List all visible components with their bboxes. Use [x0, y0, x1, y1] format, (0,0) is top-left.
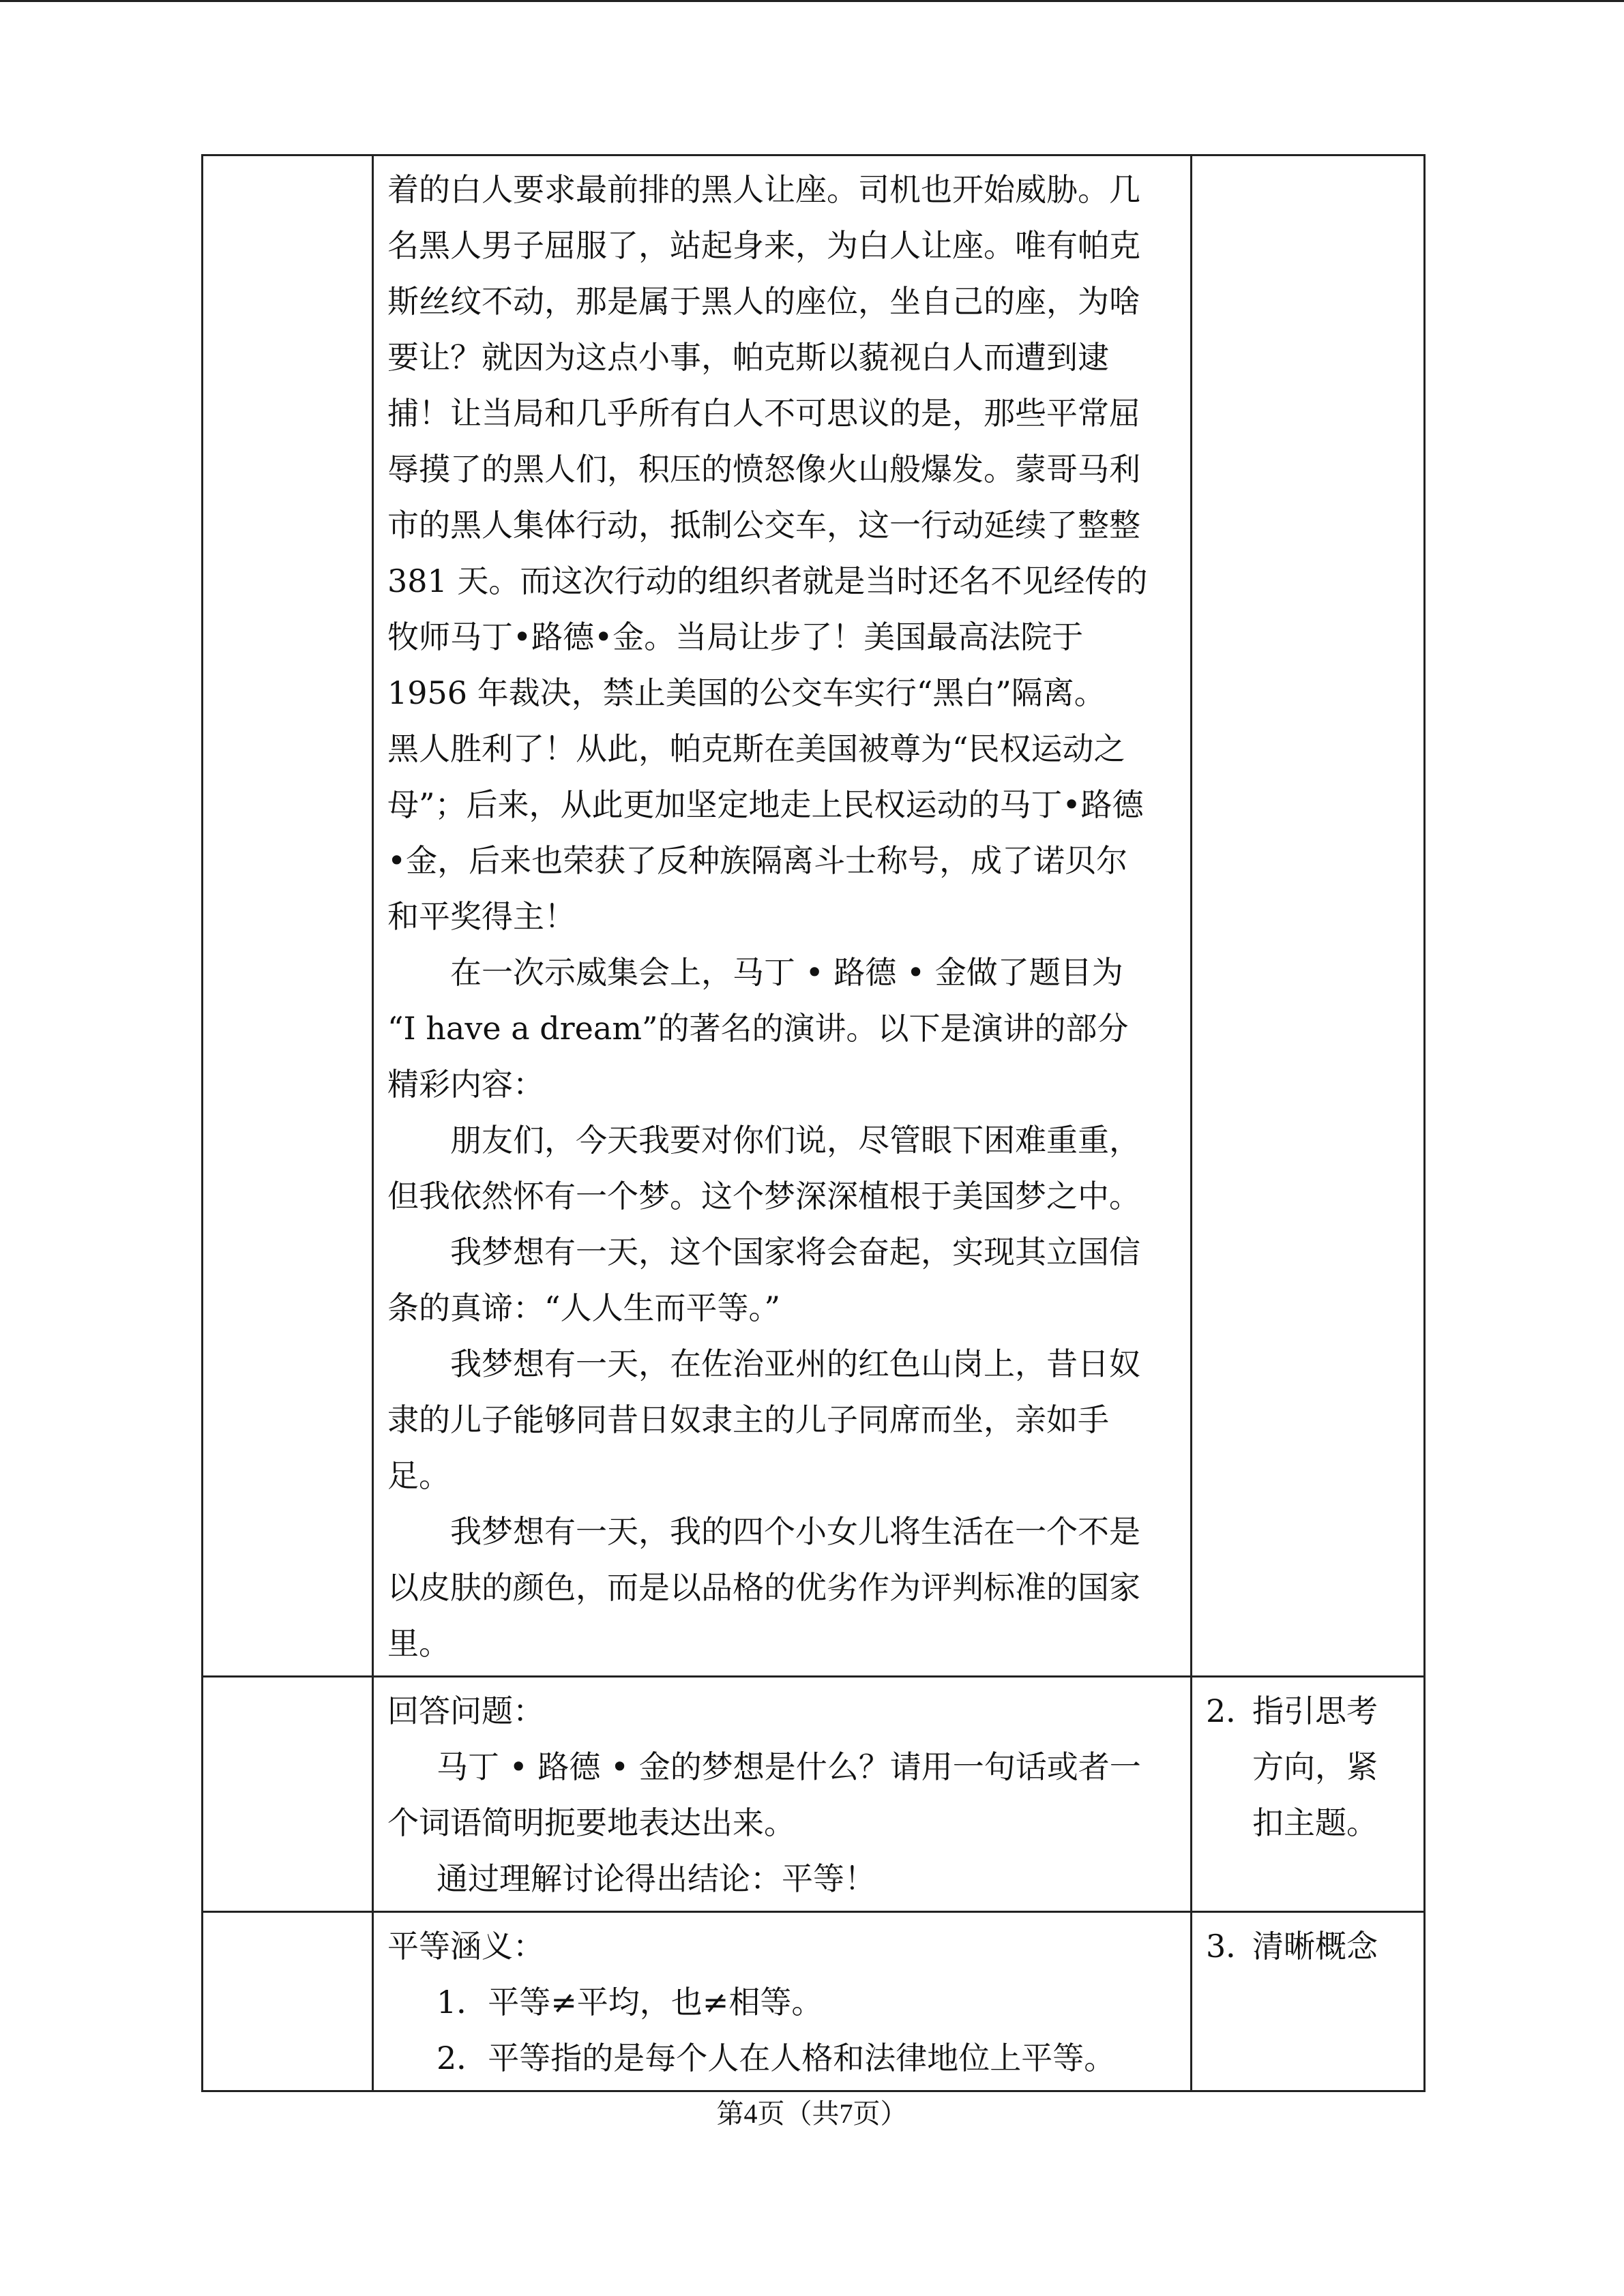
note-line: 清晰概念	[1252, 1928, 1378, 1965]
design-intent-cell	[1192, 1912, 1425, 2091]
note-number: 3．	[1206, 1928, 1258, 1965]
story-line: 和平奖得主！	[387, 898, 576, 935]
story-line: 斯丝纹不动，那是属于黑人的座位，坐自己的座，为啥	[387, 283, 1140, 320]
story-line: 黑人胜利了！从此，帕克斯在美国被尊为“民权运动之	[387, 730, 1125, 767]
concept-item: 1．平等≠平均，也≠相等。	[437, 1984, 823, 2021]
question-line: 个词语简明扼要地表达出来。	[387, 1804, 795, 1841]
speech-line: 里。	[387, 1625, 450, 1662]
question-line: 马丁 • 路德 • 金的梦想是什么？请用一句话或者一	[437, 1748, 1141, 1785]
concept-heading: 平等涵义：	[387, 1928, 544, 1965]
speech-line: 隶的儿子能够同昔日奴隶主的儿子同席而坐，亲如手	[387, 1401, 1109, 1438]
speech-line: 我梦想有一天，我的四个小女儿将生活在一个不是	[450, 1513, 1140, 1550]
story-line: 着的白人要求最前排的黑人让座。司机也开始威胁。几	[387, 171, 1140, 208]
speech-line: 但我依然怀有一个梦。这个梦深深植根于美国梦之中。	[387, 1178, 1140, 1214]
speech-line: 足。	[387, 1457, 450, 1494]
table-row-question	[203, 1677, 1425, 1912]
page-footer: 第4页（共7页）	[716, 2098, 908, 2129]
lesson-plan-table	[201, 154, 1426, 2092]
story-line: 辱摸了的黑人们，积压的愤怒像火山般爆发。蒙哥马利	[387, 451, 1140, 488]
design-intent-cell	[1192, 155, 1425, 1677]
speech-line: 我梦想有一天，这个国家将会奋起，实现其立国信	[450, 1234, 1140, 1270]
story-line: 牧师马丁•路德•金。当局让步了！美国最高法院于	[387, 618, 1084, 655]
stage-cell	[203, 1912, 373, 2091]
note-line: 扣主题。	[1252, 1804, 1378, 1841]
speech-intro-line: 在一次示威集会上，马丁 • 路德 • 金做了题目为	[450, 954, 1123, 991]
speech-line: 以皮肤的颜色，而是以品格的优劣作为评判标准的国家	[387, 1569, 1140, 1606]
speech-line: 朋友们，今天我要对你们说，尽管眼下困难重重，	[450, 1122, 1140, 1159]
table-row-concept	[203, 1912, 1425, 2091]
note-line: 指引思考	[1252, 1693, 1378, 1729]
speech-line: 我梦想有一天，在佐治亚州的红色山岗上，昔日奴	[450, 1345, 1140, 1382]
story-line: 381 天。而这次行动的组织者就是当时还名不见经传的	[387, 563, 1148, 599]
story-line: 母”；后来，从此更加坚定地走上民权运动的马丁•路德	[387, 786, 1144, 823]
content-cell-story	[373, 155, 1192, 1677]
story-line: •金，后来也荣获了反种族隔离斗士称号，成了诺贝尔	[387, 842, 1128, 879]
stage-cell	[203, 155, 373, 1677]
top-border-line	[0, 0, 1624, 2]
concept-item: 2．平等指的是每个人在人格和法律地位上平等。	[437, 2040, 1116, 2076]
design-intent-cell	[1192, 1677, 1425, 1912]
speech-intro-line: 精彩内容：	[387, 1066, 544, 1103]
content-cell-concept	[373, 1912, 1192, 2091]
stage-cell	[203, 1677, 373, 1912]
conclusion-line: 通过理解讨论得出结论：平等！	[437, 1860, 876, 1897]
story-line: 要让？就因为这点小事，帕克斯以藐视白人而遭到逮	[387, 339, 1109, 376]
table-row-story	[203, 155, 1425, 1677]
story-line: 名黑人男子屈服了，站起身来，为白人让座。唯有帕克	[387, 227, 1140, 264]
content-cell-question	[373, 1677, 1192, 1912]
speech-intro-line: “I have a dream”的著名的演讲。以下是演讲的部分	[387, 1010, 1129, 1047]
note-line: 方向，紧	[1252, 1748, 1378, 1785]
note-number: 2．	[1206, 1693, 1258, 1729]
story-line: 捕！让当局和几乎所有白人不可思议的是，那些平常屈	[387, 395, 1140, 432]
question-heading: 回答问题：	[387, 1693, 544, 1729]
story-line: 1956 年裁决，禁止美国的公交车实行“黑白”隔离。	[387, 674, 1106, 711]
story-line: 市的黑人集体行动，抵制公交车，这一行动延续了整整	[387, 507, 1140, 543]
speech-line: 条的真谛：“人人生而平等。”	[387, 1289, 781, 1326]
